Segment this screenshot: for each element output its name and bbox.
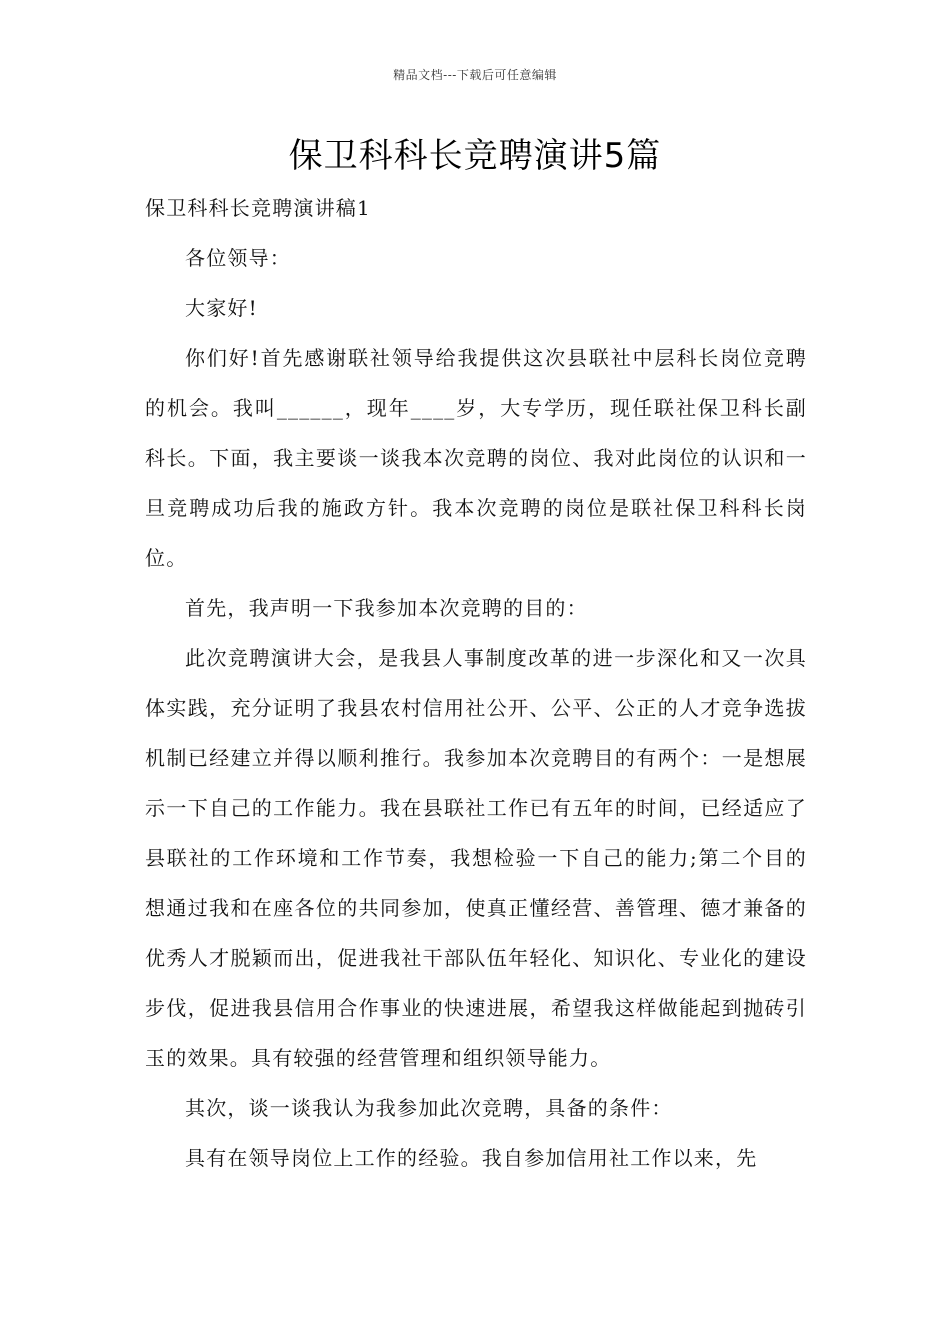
paragraph-introduction: 你们好!首先感谢联社领导给我提供这次县联社中层科长岗位竞聘的机会。我叫______，现年____岁，大专学历，现任联社保卫科长副科长。下面，我主要谈一谈我本次竞聘的岗位、我对此岗位的认识和一旦竞聘成功后我的施政方针。我本次竞聘的岗位是联社保卫科科长岗位。 — [145, 346, 807, 570]
paragraph-purpose-heading: 首先，我声明一下我参加本次竞聘的目的： — [185, 596, 588, 620]
paragraph-salutation: 各位领导： — [185, 246, 291, 270]
document-body — [145, 183, 807, 1183]
paragraph-experience: 具有在领导岗位上工作的经验。我自参加信用社工作以来，先 — [185, 1146, 758, 1170]
header-note: 精品文档---下载后可任意编辑 — [393, 68, 557, 82]
paragraph-purpose: 此次竞聘演讲大会，是我县人事制度改革的进一步深化和又一次具体实践，充分证明了我县农村信用社公开、公平、公正的人才竞争选拔机制已经建立并得以顺利推行。我参加本次竞聘目的有两个：一是想展示一下自己的工作能力。我在县联社工作已有五年的时间，已经适应了县联社的工作环境和工作节奏，我想检验一下自己的能力;第二个目的想通过我和在座各位的共同参加，使真正懂经营、善管理、德才兼备的优秀人才脱颖而出，促进我社干部队伍年轻化、知识化、专业化的建设步伐，促进我县信用合作事业的快速进展，希望我这样做能起到抛砖引玉的效果。具有较强的经营管理和组织领导能力。 — [145, 646, 807, 1070]
document-subtitle: 保卫科科长竞聘演讲稿1 — [145, 196, 371, 220]
paragraph-conditions-heading: 其次，谈一谈我认为我参加此次竞聘，具备的条件： — [185, 1096, 673, 1120]
paragraph-greeting: 大家好! — [185, 296, 258, 320]
document-title: 保卫科科长竞聘演讲5篇 — [288, 136, 662, 176]
